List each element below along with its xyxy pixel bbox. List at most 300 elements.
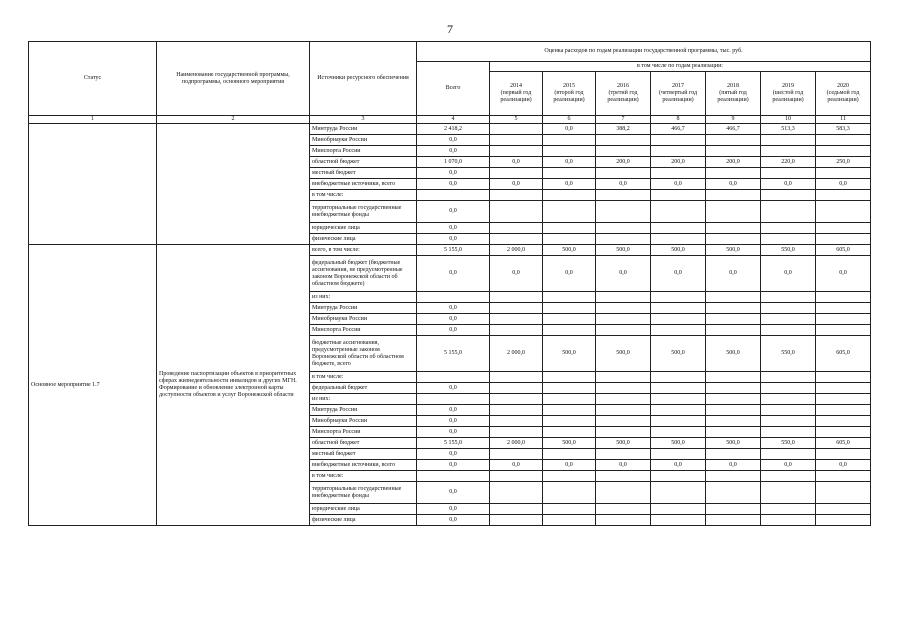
year-value-cell: 500,0: [596, 438, 651, 449]
total-cell: 5 155,0: [417, 438, 490, 449]
year-value-cell: [706, 234, 761, 245]
year-value-cell: [816, 416, 871, 427]
year-value-cell: [761, 482, 816, 504]
year-value-cell: [596, 223, 651, 234]
year-value-cell: [706, 223, 761, 234]
header-year-sub: (третий год реализации): [607, 90, 639, 103]
year-value-cell: [543, 504, 596, 515]
source-cell: физические лица: [310, 234, 417, 245]
year-value-cell: [706, 405, 761, 416]
header-year-label: 2014: [510, 83, 522, 89]
year-value-cell: 2 000,0: [490, 245, 543, 256]
year-value-cell: 0,0: [761, 179, 816, 190]
year-value-cell: [651, 314, 706, 325]
total-cell: 0,0: [417, 504, 490, 515]
year-value-cell: [543, 405, 596, 416]
total-cell: 0,0: [417, 135, 490, 146]
header-year-sub: (второй год реализации): [553, 90, 585, 103]
year-value-cell: [596, 427, 651, 438]
year-value-cell: [490, 190, 543, 201]
year-value-cell: 388,2: [596, 124, 651, 135]
year-value-cell: [706, 449, 761, 460]
year-value-cell: 0,0: [596, 179, 651, 190]
year-value-cell: [596, 234, 651, 245]
total-cell: [417, 190, 490, 201]
year-value-cell: 0,0: [490, 157, 543, 168]
year-value-cell: 0,0: [490, 460, 543, 471]
header-total: Всего: [417, 62, 490, 116]
year-value-cell: [651, 372, 706, 383]
year-value-cell: 0,0: [543, 179, 596, 190]
year-value-cell: [543, 394, 596, 405]
year-value-cell: 0,0: [706, 460, 761, 471]
year-value-cell: 0,0: [761, 460, 816, 471]
year-value-cell: [706, 314, 761, 325]
column-number: 8: [651, 116, 706, 124]
total-cell: 0,0: [417, 146, 490, 157]
source-cell: внебюджетные источники, всего: [310, 179, 417, 190]
year-value-cell: 605,0: [816, 336, 871, 372]
year-value-cell: [761, 405, 816, 416]
program-name-cell: Проведение паспортизации объектов в приоритетных сферах жизнедеятельности инвалидов и других МГН. Формирование и обновление электронной карты доступности объектов и услуг Воронежской области: [157, 245, 310, 526]
year-value-cell: [490, 135, 543, 146]
year-value-cell: [596, 303, 651, 314]
total-cell: [417, 292, 490, 303]
year-value-cell: 500,0: [543, 245, 596, 256]
year-value-cell: [490, 449, 543, 460]
header-year-sub: (шестой год реализации): [772, 90, 804, 103]
year-value-cell: [651, 234, 706, 245]
year-value-cell: [651, 471, 706, 482]
total-cell: [417, 372, 490, 383]
year-value-cell: [490, 471, 543, 482]
year-value-cell: [761, 504, 816, 515]
source-cell: территориальные государственные внебюджетные фонды: [310, 201, 417, 223]
year-value-cell: [543, 292, 596, 303]
column-number: 11: [816, 116, 871, 124]
source-cell: Минспорта России: [310, 146, 417, 157]
year-value-cell: [490, 292, 543, 303]
year-value-cell: [706, 325, 761, 336]
source-cell: местный бюджет: [310, 449, 417, 460]
year-value-cell: [490, 234, 543, 245]
source-cell: бюджетные ассигнования, предусмотренные законом Воронежской области об областном бюджете, всего: [310, 336, 417, 372]
year-value-cell: [816, 223, 871, 234]
year-value-cell: [816, 292, 871, 303]
year-value-cell: 500,0: [651, 336, 706, 372]
year-value-cell: [596, 504, 651, 515]
year-value-cell: [761, 292, 816, 303]
year-value-cell: 550,0: [761, 336, 816, 372]
year-value-cell: [490, 314, 543, 325]
year-value-cell: [490, 482, 543, 504]
year-value-cell: [706, 427, 761, 438]
table-row: [29, 124, 871, 135]
source-cell: Минтруда России: [310, 124, 417, 135]
header-estimate: Оценка расходов по годам реализации государственной программы, тыс. руб.: [417, 42, 871, 62]
column-number: 4: [417, 116, 490, 124]
header-year-2017: [651, 72, 706, 116]
year-value-cell: 550,0: [761, 245, 816, 256]
year-value-cell: [651, 416, 706, 427]
table-row: [29, 245, 871, 256]
source-cell: Минобрнауки России: [310, 416, 417, 427]
year-value-cell: [596, 190, 651, 201]
year-value-cell: [761, 201, 816, 223]
total-cell: 0,0: [417, 179, 490, 190]
year-value-cell: [543, 314, 596, 325]
year-value-cell: [543, 325, 596, 336]
year-value-cell: 0,0: [651, 179, 706, 190]
column-number: 6: [543, 116, 596, 124]
header-name: Наименование государственной программы, подпрограммы, основного мероприятия: [157, 42, 310, 116]
header-year-sub: (первый год реализации): [500, 90, 532, 103]
year-value-cell: [761, 515, 816, 526]
total-cell: 0,0: [417, 303, 490, 314]
total-cell: 0,0: [417, 234, 490, 245]
year-value-cell: [706, 383, 761, 394]
year-value-cell: [761, 303, 816, 314]
year-value-cell: 200,0: [596, 157, 651, 168]
year-value-cell: [816, 146, 871, 157]
year-value-cell: [816, 372, 871, 383]
year-value-cell: 200,0: [706, 157, 761, 168]
total-cell: 0,0: [417, 201, 490, 223]
year-value-cell: [490, 124, 543, 135]
year-value-cell: [490, 146, 543, 157]
year-value-cell: [816, 383, 871, 394]
year-value-cell: [706, 372, 761, 383]
total-cell: [417, 394, 490, 405]
header-year-sub: (четвертый год реализации): [658, 90, 698, 103]
year-value-cell: [543, 482, 596, 504]
header-year-sub: (пятый год реализации): [717, 90, 749, 103]
year-value-cell: [761, 449, 816, 460]
year-value-cell: 0,0: [490, 256, 543, 292]
header-year-2018: [706, 72, 761, 116]
total-cell: 1 070,0: [417, 157, 490, 168]
year-value-cell: [761, 372, 816, 383]
year-value-cell: [761, 416, 816, 427]
column-number: 5: [490, 116, 543, 124]
year-value-cell: 466,7: [706, 124, 761, 135]
source-cell: юридические лица: [310, 504, 417, 515]
source-cell: в том числе:: [310, 471, 417, 482]
year-value-cell: [651, 383, 706, 394]
year-value-cell: [706, 303, 761, 314]
year-value-cell: [596, 201, 651, 223]
year-value-cell: 250,0: [816, 157, 871, 168]
year-value-cell: [651, 135, 706, 146]
year-value-cell: [706, 504, 761, 515]
year-value-cell: [651, 201, 706, 223]
year-value-cell: [706, 146, 761, 157]
year-value-cell: [596, 471, 651, 482]
year-value-cell: 583,3: [816, 124, 871, 135]
year-value-cell: [816, 314, 871, 325]
year-value-cell: 0,0: [543, 124, 596, 135]
total-cell: 0,0: [417, 482, 490, 504]
year-value-cell: [596, 383, 651, 394]
year-value-cell: [706, 135, 761, 146]
year-value-cell: [706, 482, 761, 504]
column-number: 2: [157, 116, 310, 124]
header-year-2019: [761, 72, 816, 116]
year-value-cell: [761, 427, 816, 438]
total-cell: 0,0: [417, 314, 490, 325]
year-value-cell: [651, 427, 706, 438]
year-value-cell: [651, 223, 706, 234]
year-value-cell: [761, 146, 816, 157]
year-value-cell: [490, 372, 543, 383]
year-value-cell: [490, 201, 543, 223]
year-value-cell: [543, 190, 596, 201]
total-cell: 0,0: [417, 383, 490, 394]
year-value-cell: 200,0: [651, 157, 706, 168]
year-value-cell: [706, 416, 761, 427]
source-cell: территориальные государственные внебюджетные фонды: [310, 482, 417, 504]
year-value-cell: [490, 168, 543, 179]
year-value-cell: [543, 146, 596, 157]
year-value-cell: [761, 190, 816, 201]
year-value-cell: [651, 405, 706, 416]
year-value-cell: [761, 325, 816, 336]
header-year-2020: [816, 72, 871, 116]
source-cell: в том числе:: [310, 372, 417, 383]
source-cell: Минобрнауки России: [310, 314, 417, 325]
column-number: 7: [596, 116, 651, 124]
year-value-cell: [543, 383, 596, 394]
year-value-cell: [596, 325, 651, 336]
source-cell: из них:: [310, 394, 417, 405]
year-value-cell: [651, 190, 706, 201]
year-value-cell: [596, 405, 651, 416]
total-cell: 5 155,0: [417, 245, 490, 256]
year-value-cell: 0,0: [543, 256, 596, 292]
page-number: 7: [447, 22, 453, 36]
year-value-cell: [651, 515, 706, 526]
year-value-cell: [651, 482, 706, 504]
year-value-cell: [490, 427, 543, 438]
year-value-cell: [490, 383, 543, 394]
source-cell: из них:: [310, 292, 417, 303]
total-cell: 0,0: [417, 416, 490, 427]
year-value-cell: [596, 416, 651, 427]
year-value-cell: [706, 201, 761, 223]
year-value-cell: [706, 515, 761, 526]
year-value-cell: [761, 223, 816, 234]
total-cell: [417, 471, 490, 482]
total-cell: 0,0: [417, 325, 490, 336]
year-value-cell: [761, 383, 816, 394]
year-value-cell: [816, 427, 871, 438]
year-value-cell: [706, 168, 761, 179]
year-value-cell: 0,0: [816, 256, 871, 292]
status-cell: Основное мероприятие 1.7: [29, 245, 157, 526]
source-cell: федеральный бюджет: [310, 383, 417, 394]
header-year-sub: (седьмой год реализации): [826, 90, 860, 103]
year-value-cell: [490, 416, 543, 427]
year-value-cell: 0,0: [816, 179, 871, 190]
total-cell: 0,0: [417, 515, 490, 526]
year-value-cell: [543, 234, 596, 245]
source-cell: федеральный бюджет (бюджетные ассигнования, не предусмотренные законом Воронежской области об областном бюджете): [310, 256, 417, 292]
status-cell: [29, 124, 157, 245]
year-value-cell: 0,0: [761, 256, 816, 292]
year-value-cell: [596, 515, 651, 526]
year-value-cell: 500,0: [651, 438, 706, 449]
year-value-cell: [543, 168, 596, 179]
year-value-cell: 0,0: [543, 460, 596, 471]
year-value-cell: [816, 234, 871, 245]
year-value-cell: [490, 515, 543, 526]
year-value-cell: [543, 515, 596, 526]
year-value-cell: [816, 325, 871, 336]
year-value-cell: 220,0: [761, 157, 816, 168]
year-value-cell: 0,0: [706, 256, 761, 292]
source-cell: Минтруда России: [310, 303, 417, 314]
year-value-cell: [816, 168, 871, 179]
total-cell: 0,0: [417, 460, 490, 471]
total-cell: 5 155,0: [417, 336, 490, 372]
header-status: Статус: [29, 42, 157, 116]
year-value-cell: [761, 234, 816, 245]
year-value-cell: 0,0: [543, 157, 596, 168]
total-cell: 2 418,2: [417, 124, 490, 135]
year-value-cell: [651, 394, 706, 405]
year-value-cell: 500,0: [543, 438, 596, 449]
year-value-cell: [816, 471, 871, 482]
year-value-cell: 500,0: [596, 245, 651, 256]
year-value-cell: [761, 314, 816, 325]
year-value-cell: 0,0: [816, 460, 871, 471]
year-value-cell: [543, 223, 596, 234]
year-value-cell: [490, 405, 543, 416]
year-value-cell: [596, 449, 651, 460]
year-value-cell: [816, 504, 871, 515]
source-cell: Минспорта России: [310, 427, 417, 438]
header-year-2015: [543, 72, 596, 116]
year-value-cell: 2 000,0: [490, 438, 543, 449]
year-value-cell: [816, 394, 871, 405]
year-value-cell: [596, 168, 651, 179]
year-value-cell: [761, 471, 816, 482]
year-value-cell: [543, 303, 596, 314]
year-value-cell: 0,0: [490, 179, 543, 190]
header-year-2016: [596, 72, 651, 116]
header-year-label: 2015: [563, 83, 575, 89]
year-value-cell: [651, 146, 706, 157]
header-year-label: 2017: [672, 83, 684, 89]
total-cell: 0,0: [417, 223, 490, 234]
year-value-cell: 0,0: [596, 256, 651, 292]
source-cell: внебюджетные источники, всего: [310, 460, 417, 471]
source-cell: физические лица: [310, 515, 417, 526]
header-year-label: 2018: [727, 83, 739, 89]
year-value-cell: [543, 427, 596, 438]
total-cell: 0,0: [417, 168, 490, 179]
year-value-cell: [816, 449, 871, 460]
year-value-cell: 466,7: [651, 124, 706, 135]
year-value-cell: [816, 303, 871, 314]
header-year-label: 2016: [617, 83, 629, 89]
year-value-cell: [490, 223, 543, 234]
year-value-cell: [816, 482, 871, 504]
total-cell: 0,0: [417, 256, 490, 292]
year-value-cell: [651, 292, 706, 303]
source-cell: областной бюджет: [310, 438, 417, 449]
year-value-cell: 605,0: [816, 438, 871, 449]
year-value-cell: [706, 292, 761, 303]
year-value-cell: [596, 314, 651, 325]
year-value-cell: [761, 394, 816, 405]
year-value-cell: [490, 303, 543, 314]
source-cell: местный бюджет: [310, 168, 417, 179]
year-value-cell: 2 000,0: [490, 336, 543, 372]
year-value-cell: [543, 135, 596, 146]
header-sources: Источники ресурсного обеспечения: [310, 42, 417, 116]
year-value-cell: [651, 504, 706, 515]
year-value-cell: [761, 168, 816, 179]
year-value-cell: [816, 135, 871, 146]
year-value-cell: [490, 394, 543, 405]
year-value-cell: [816, 201, 871, 223]
budget-table: [28, 41, 871, 526]
column-number: 1: [29, 116, 157, 124]
header-year-2014: [490, 72, 543, 116]
source-cell: Минтруда России: [310, 405, 417, 416]
year-value-cell: [490, 504, 543, 515]
header-year-label: 2020: [837, 83, 849, 89]
year-value-cell: 500,0: [706, 438, 761, 449]
year-value-cell: 0,0: [596, 460, 651, 471]
source-cell: всего, в том числе:: [310, 245, 417, 256]
source-cell: областной бюджет: [310, 157, 417, 168]
column-number: 3: [310, 116, 417, 124]
year-value-cell: 500,0: [596, 336, 651, 372]
year-value-cell: [596, 146, 651, 157]
source-cell: юридические лица: [310, 223, 417, 234]
year-value-cell: [816, 515, 871, 526]
year-value-cell: [706, 394, 761, 405]
year-value-cell: [816, 190, 871, 201]
year-value-cell: 500,0: [706, 336, 761, 372]
year-value-cell: [651, 303, 706, 314]
year-value-cell: 0,0: [706, 179, 761, 190]
year-value-cell: 550,0: [761, 438, 816, 449]
year-value-cell: [761, 135, 816, 146]
header-year-label: 2019: [782, 83, 794, 89]
year-value-cell: [651, 168, 706, 179]
source-cell: в том числе:: [310, 190, 417, 201]
year-value-cell: [651, 325, 706, 336]
year-value-cell: 0,0: [651, 460, 706, 471]
program-name-cell: [157, 124, 310, 245]
total-cell: 0,0: [417, 405, 490, 416]
year-value-cell: [816, 405, 871, 416]
year-value-cell: [651, 449, 706, 460]
year-value-cell: 500,0: [651, 245, 706, 256]
header-by-years: в том числе по годам реализации:: [490, 62, 871, 72]
year-value-cell: [706, 190, 761, 201]
year-value-cell: 500,0: [543, 336, 596, 372]
year-value-cell: [596, 482, 651, 504]
year-value-cell: [543, 372, 596, 383]
year-value-cell: [596, 372, 651, 383]
year-value-cell: 0,0: [651, 256, 706, 292]
year-value-cell: [543, 416, 596, 427]
year-value-cell: 605,0: [816, 245, 871, 256]
